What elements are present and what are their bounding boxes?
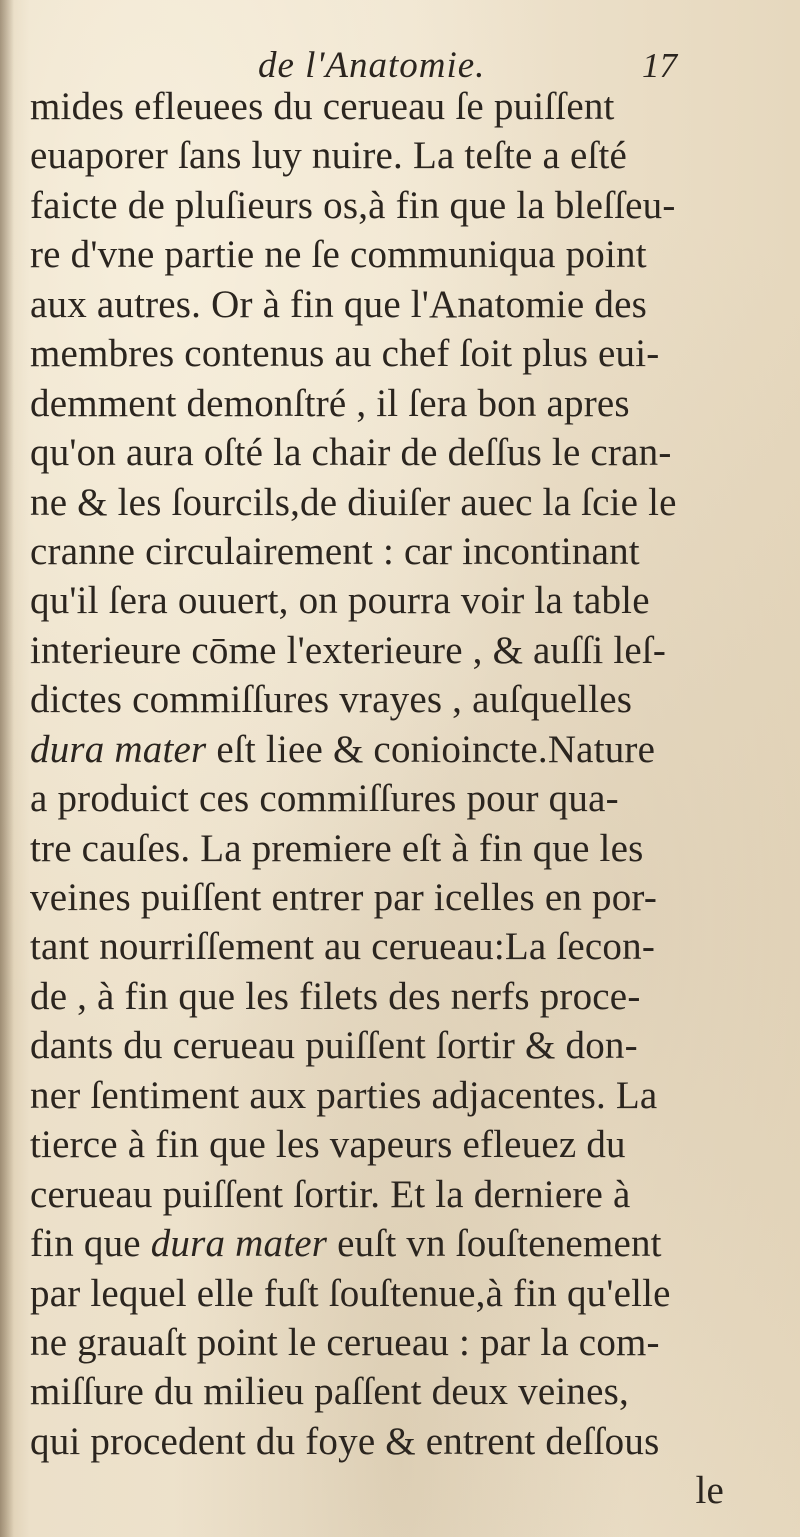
- text-line: interieure cōme l'exterieure , & auſſi leſ-: [30, 628, 667, 672]
- text-line: cerueau puiſſent ſortir. Et la derniere à: [30, 1172, 631, 1216]
- text-line: ner ſentiment aux parties adjacentes. La: [30, 1073, 658, 1117]
- body-text: [30, 82, 730, 1516]
- text-line: miſſure du milieu paſſent deux veines,: [30, 1370, 629, 1414]
- text-line: de , à fin que les filets des nerfs proce-: [30, 974, 641, 1018]
- text-line: veines puiſſent entrer par icelles en por-: [30, 876, 658, 919]
- running-title: de l'Anatomie.: [258, 45, 486, 86]
- catchword: le: [695, 1469, 724, 1513]
- text-line: par lequel elle fuſt ſouſtenue,à fin qu'elle: [30, 1271, 671, 1315]
- text-line: qu'il ſera ouuert, on pourra voir la table: [30, 579, 650, 623]
- text-line: faicte de pluſieurs os,à fin que la bleſſeu-: [30, 183, 676, 227]
- text-line: a produict ces commiſſures pour qua-: [30, 777, 619, 821]
- text-line: cranne circulairement : car incontinant: [30, 529, 640, 573]
- text-line: demment demonſtré , il ſera bon apres: [30, 381, 630, 425]
- text-line: dictes commiſſures vrayes , auſquelles: [30, 678, 633, 722]
- text-line: tant nourriſſement au cerueau:La ſecon-: [30, 925, 656, 969]
- text-line: qui procedent du foye & entrent deſſous: [30, 1419, 660, 1463]
- text-line: tre cauſes. La premiere eſt à fin que les: [30, 826, 644, 870]
- text-line: tierce à fin que les vapeurs efleuez du: [30, 1123, 626, 1167]
- text-line: mides efleuees du cerueau ſe puiſſent: [30, 85, 615, 128]
- page-number: 17: [642, 46, 677, 85]
- text-line: aux autres. Or à fin que l'Anatomie des: [30, 282, 647, 326]
- binding-gutter-shadow: [0, 0, 14, 1537]
- text-line: dura mater eſt liee & conioincte.Nature: [30, 727, 656, 771]
- text-line: ne & les ſourcils,de diuiſer auec la ſcie le: [30, 480, 677, 524]
- text-line: membres contenus au chef ſoit plus eui-: [30, 332, 660, 376]
- text-line: euaporer ſans luy nuire. La teſte a eſté: [30, 134, 628, 178]
- text-line: ne grauaſt point le cerueau : par la com-: [30, 1320, 660, 1364]
- text-line: fin que dura mater euſt vn ſouſtenement: [30, 1222, 662, 1266]
- text-line: qu'on aura oſté la chair de deſſus le cran-: [30, 431, 672, 475]
- text-line: dants du cerueau puiſſent ſortir & don-: [30, 1024, 638, 1068]
- text-line: re d'vne partie ne ſe communiqua point: [30, 233, 647, 277]
